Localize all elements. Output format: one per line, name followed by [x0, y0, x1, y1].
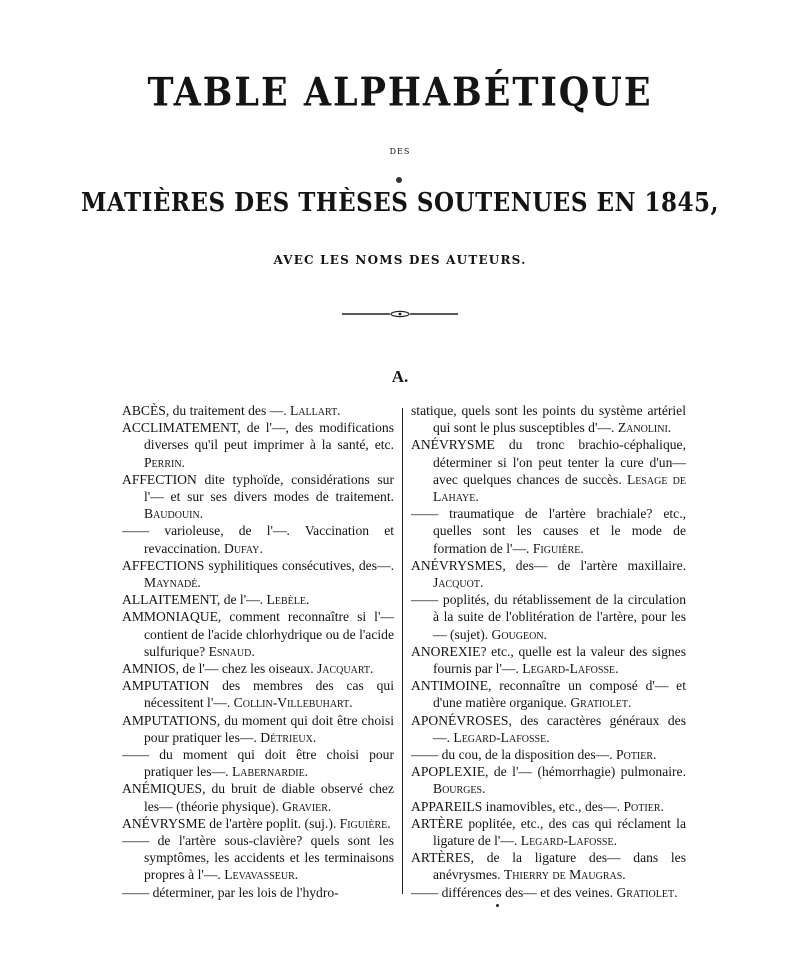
entry-text: , de l'—.	[216, 592, 267, 608]
entry-text: , reconnaître un composé d'— et d'une matière organique.	[433, 678, 686, 711]
entry-keyword: APOPLEXIE	[411, 764, 486, 780]
entry-keyword: APPAREILS	[411, 798, 483, 814]
index-entry	[122, 712, 394, 746]
entry-keyword: AMPUTATIONS	[122, 712, 217, 728]
index-entry	[122, 884, 394, 901]
entry-keyword: ANÉVRYSMES	[411, 557, 503, 573]
entry-keyword: ANÉVRYSME	[411, 437, 495, 453]
entry-author: Esnaud.	[208, 643, 255, 659]
index-entry	[122, 471, 394, 523]
entry-author: Legard-Lafosse.	[520, 833, 617, 849]
entry-keyword: AMNIOS	[122, 661, 176, 677]
index-entry	[411, 884, 686, 901]
index-entry	[122, 522, 394, 556]
entry-text: différences des— et des veines.	[438, 884, 617, 900]
entry-author: Jacquot.	[433, 575, 484, 591]
entry-text: , des caractères généraux des —.	[433, 712, 686, 745]
entry-text: , de l'—, des modifications diverses qu'il peut imprimer à la santé, etc.	[144, 420, 394, 453]
entry-text: du moment qui doit être choisi pour pratiquer les—.	[144, 747, 394, 780]
index-entry	[411, 712, 686, 746]
entry-text: déterminer, par les lois de l'hydro-	[149, 884, 339, 900]
entry-author: Levavasseur.	[224, 867, 299, 883]
entry-text: du tronc brachio-céphalique, déterminer si l'on peut tenter la cure d'un— avec quelques chances de succès.	[433, 437, 686, 487]
entry-author: Figuière.	[339, 815, 391, 831]
page-subtitle: MATIÈRES DES THÈSES SOUTENUES EN 1845,	[80, 187, 720, 218]
index-entry	[411, 815, 686, 849]
entry-keyword: ANÉMIQUES	[122, 781, 203, 797]
entry-keyword: ——	[122, 833, 150, 849]
entry-author: Perrin.	[144, 454, 185, 470]
entry-author: Baudouin.	[144, 506, 204, 522]
entry-keyword: ——	[122, 884, 150, 900]
entry-author: Lesage de Lahaye.	[433, 471, 686, 505]
index-entry	[411, 798, 686, 815]
index-entry	[411, 505, 686, 557]
right-column	[411, 402, 686, 901]
index-entry	[122, 746, 394, 780]
index-entry	[122, 780, 394, 814]
left-column	[122, 402, 394, 901]
entry-text: dite typhoïde, considérations sur l'— et sur ses divers modes de traitement.	[144, 471, 394, 505]
entry-text: , du traitement des —.	[165, 403, 291, 418]
entry-author: Legard-Lafosse.	[522, 661, 619, 677]
ornament-divider	[340, 308, 460, 320]
index-entry	[122, 832, 394, 884]
section-letter: A.	[391, 367, 409, 386]
index-entry	[411, 746, 686, 763]
entry-text: de l'artère poplit. (suj.).	[205, 815, 340, 831]
entry-text: ? etc., quelle est la valeur des signes fournis par l'—.	[433, 643, 686, 677]
entry-keyword: AFFECTIONS	[122, 557, 205, 573]
entry-author: Potier.	[616, 747, 657, 763]
index-entry	[411, 436, 686, 505]
index-entry	[122, 419, 394, 471]
des-label: DES	[389, 147, 411, 156]
index-entry	[122, 677, 394, 711]
entry-text: de l'artère sous-clavière? quels sont les symptômes, les accidents et les terminaisons propres à l'—.	[144, 833, 394, 883]
index-entry	[411, 849, 686, 883]
entry-text: , de la ligature des— dans les anévrysmes.	[433, 850, 686, 883]
entry-keyword: ——	[122, 523, 150, 539]
index-entry	[411, 643, 686, 677]
entry-keyword: ARTÈRE	[411, 815, 464, 831]
index-entry	[122, 660, 394, 677]
column-rule	[402, 408, 403, 894]
entry-text: traumatique de l'artère brachiale? etc., quelles sont les causes et le mode de formation de l'—.	[433, 506, 686, 556]
page-title: TABLE ALPHABÉTIQUE	[147, 69, 653, 116]
entry-author: Bourges.	[433, 781, 486, 797]
entry-text: , de l'— (hémorrhagie) pulmonaire.	[485, 764, 686, 780]
entry-author: Gougeon.	[491, 626, 547, 642]
entry-author: Détrieux.	[260, 729, 317, 745]
entry-text: , du bruit de diable observé chez les— (théorie physique).	[144, 781, 394, 814]
index-entry	[411, 557, 686, 591]
index-entry	[411, 763, 686, 797]
entry-keyword: AFFECTION	[122, 471, 197, 487]
index-entry	[122, 608, 394, 660]
ornament-dot	[396, 177, 402, 183]
entry-author: Thierry de Maugras.	[503, 867, 626, 883]
entry-author: Dufay.	[224, 540, 263, 556]
index-entry	[122, 591, 394, 608]
entry-author: Maynadé.	[144, 575, 201, 591]
entry-author: Labernardie.	[231, 764, 309, 780]
entry-author: Gravier.	[282, 798, 332, 814]
entry-keyword: ——	[411, 884, 439, 900]
entry-text: , comment reconnaître si l'— contient de l'acide chlorhydrique ou de l'acide sulfurique?	[144, 609, 394, 659]
entry-keyword: ACCLIMATEMENT	[122, 420, 238, 436]
entry-text: poplitée, etc., des cas qui réclament la ligature de l'—.	[433, 815, 686, 849]
entry-keyword: AMMONIAQUE	[122, 609, 218, 625]
entry-author: Jacquart.	[317, 661, 374, 677]
entry-keyword: ANTIMOINE	[411, 678, 489, 694]
entry-keyword: ——	[411, 747, 439, 763]
index-entry	[411, 402, 686, 436]
index-entry	[122, 815, 394, 832]
entry-text: syphilitiques consécutives, des—.	[204, 557, 394, 573]
entry-text: , du moment qui doit être choisi pour pratiquer les—.	[144, 712, 394, 745]
entry-author: Gratiolet.	[616, 884, 678, 900]
entry-keyword: ABCÈS	[122, 403, 166, 418]
entry-text: inamovibles, etc., des—.	[482, 798, 624, 814]
entry-keyword: ——	[122, 747, 150, 763]
entry-text: varioleuse, de l'—. Vaccination et revaccination.	[144, 523, 394, 556]
entry-keyword: ANÉVRYSME	[122, 815, 206, 831]
index-entry	[122, 557, 394, 591]
entry-author: Gratiolet.	[570, 695, 632, 711]
authors-line: AVEC LES NOMS DES AUTEURS.	[273, 253, 527, 267]
index-entry	[122, 402, 394, 419]
entry-author: Figuière.	[532, 540, 584, 556]
entry-keyword: ARTÈRES	[411, 850, 471, 866]
entry-author: Lebèle.	[266, 592, 310, 608]
entry-text: des membres des cas qui nécessitent l'—.	[144, 678, 394, 711]
entry-author: Lallart.	[290, 403, 341, 418]
entry-text: , des— de l'artère maxillaire.	[502, 557, 686, 573]
entry-text: statique, quels sont les points du système artériel qui sont le plus susceptibles d'—.	[411, 403, 686, 436]
index-entry	[411, 591, 686, 643]
index-entry	[411, 677, 686, 711]
entry-keyword: ALLAITEMENT	[122, 592, 217, 608]
entry-keyword: APONÉVROSES	[411, 712, 509, 728]
entry-text: du cou, de la disposition des—.	[438, 747, 617, 763]
entry-text: poplités, du rétablissement de la circulation à la suite de l'oblitération de l'artère, pour les— (sujet).	[433, 592, 686, 642]
entry-text: , de l'— chez les oiseaux.	[175, 661, 317, 677]
entry-keyword: ANOREXIE	[411, 643, 481, 659]
entry-keyword: ——	[411, 592, 439, 608]
end-mark	[496, 904, 499, 907]
entry-author: Legard-Lafosse.	[453, 729, 550, 745]
entry-author: Potier.	[623, 798, 664, 814]
entry-keyword: ——	[411, 506, 439, 522]
entry-author: Collin-Villebuhart.	[233, 695, 353, 711]
entry-author: Zanolini.	[617, 420, 672, 436]
entry-keyword: AMPUTATION	[122, 678, 210, 694]
